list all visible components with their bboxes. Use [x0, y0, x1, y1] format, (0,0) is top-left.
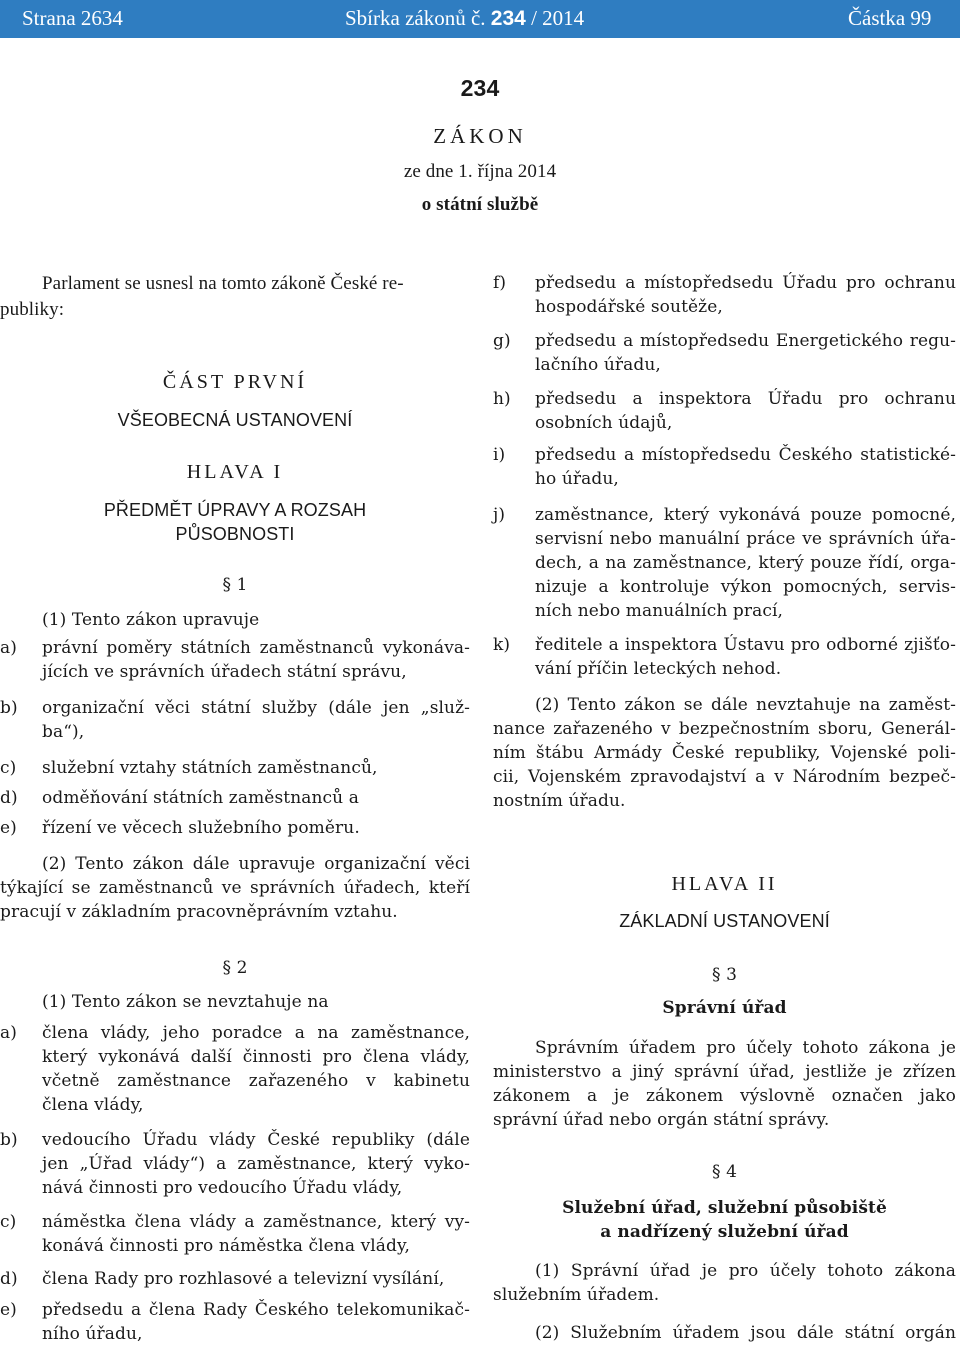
list-marker: g)	[493, 331, 511, 351]
part-title: VŠEOBECNÁ USTANOVENÍ	[117, 410, 353, 430]
paragraph-line: nance zařazeného v bezpečnostním sboru, Generál-	[493, 719, 956, 739]
list-item-cont: ho úřadu,	[535, 469, 619, 489]
list-marker: c)	[0, 1212, 17, 1232]
list-item-cont: osobních údajů,	[535, 413, 673, 433]
intro-line2: publiky:	[0, 299, 65, 320]
list-item-cont: včetně zaměstnance zařazeného v kabinetu	[42, 1071, 470, 1091]
paragraph-line: ministerstvo a jiný správní úřad, jestliže je zřízen	[493, 1062, 956, 1082]
paragraph-line: nostním úřadu.	[493, 791, 626, 811]
section-3-heading: § 3	[711, 965, 738, 985]
chapter-2-heading: HLAVA II	[671, 873, 778, 895]
paragraph-line: Správním úřadem pro účely tohoto zákona je	[535, 1038, 956, 1058]
section-4-para-2: (2) Služebním úřadem jsou dále státní orgán	[535, 1323, 956, 1343]
list-marker: d)	[0, 1269, 18, 1289]
law-number: 234	[490, 7, 526, 30]
paragraph-line: ním štábu Armády České republiky, Vojenské poli-	[493, 743, 956, 763]
list-item: odměňování státních zaměstnanců a	[42, 788, 359, 808]
list-item: předsedu a místopředsedu Energetického regu-	[535, 331, 956, 351]
section-2-heading: § 2	[222, 958, 248, 978]
list-item-cont: jen „Úřad vlády“) a zaměstnance, který vyko-	[42, 1154, 470, 1174]
list-item: řízení ve věcech služebního poměru.	[42, 818, 360, 838]
list-item-cont: lačního úřadu,	[535, 355, 661, 375]
section-1-heading: § 1	[222, 575, 248, 595]
chapter-title-line2: PŮSOBNOSTI	[175, 524, 295, 544]
list-item-cont: konává činnosti pro náměstka člena vlády,	[42, 1236, 410, 1256]
list-item-cont: dech, a na zaměstnance, který pouze řídí, orga-	[535, 553, 956, 573]
paragraph-line: (1) Správní úřad je pro účely tohoto zákona	[535, 1261, 956, 1281]
list-item-cont: jících ve správních úřadech státní správu,	[42, 662, 407, 682]
section-1-para-2-line2: týkající se zaměstnanců ve správních úřadech, kteří	[0, 878, 470, 898]
page-number: Strana 2634	[22, 6, 123, 30]
section-1-para-2-line3: pracují v základním pracovněprávním vztahu.	[0, 902, 398, 922]
list-item-cont: ního úřadu,	[42, 1324, 143, 1344]
list-item-cont: hospodářské soutěže,	[535, 297, 723, 317]
list-marker: e)	[0, 1300, 17, 1320]
list-item-cont: servisní nebo manuální práce ve správních úřa-	[535, 529, 956, 549]
list-item: organizační věci státní služby (dále jen „služ-	[42, 698, 470, 718]
section-1-para-1: (1) Tento zákon upravuje	[42, 610, 260, 630]
law-name: o státní službě	[421, 194, 539, 215]
list-marker: b)	[0, 1130, 18, 1150]
section-4-title-line2: a nadřízený služební úřad	[600, 1222, 849, 1242]
list-item: předsedu a místopředsedu Českého statistické-	[535, 445, 956, 465]
list-item: vedoucího Úřadu vlády České republiky (dále	[42, 1130, 470, 1150]
list-item-cont: nizuje a kontroluje výkon pomocných, servis-	[535, 577, 956, 597]
list-item-cont: ních nebo manuálních prací,	[535, 601, 783, 621]
section-1-para-2-line1: (2) Tento zákon dále upravuje organizační věci	[42, 854, 470, 874]
page-header	[0, 0, 960, 38]
list-marker: i)	[493, 445, 506, 465]
list-marker: e)	[0, 818, 17, 838]
list-item: předsedu a člena Rady Českého telekomunikač-	[42, 1300, 470, 1320]
list-item-cont: nává činnosti pro vedoucího Úřadu vlády,	[42, 1178, 403, 1198]
chapter-heading: HLAVA I	[186, 461, 284, 483]
list-marker: h)	[493, 389, 511, 409]
list-item: náměstka člena vlády a zaměstnance, který vy-	[42, 1212, 470, 1232]
list-marker: b)	[0, 698, 18, 718]
list-item: právní poměry státních zaměstnanců vykonáva-	[42, 638, 470, 658]
paragraph-line: služebním úřadem.	[493, 1285, 660, 1305]
list-marker: k)	[493, 635, 511, 655]
list-marker: j)	[493, 505, 506, 525]
law-number-title: 234	[460, 75, 500, 101]
paragraph-line: (2) Tento zákon se dále nevztahuje na zaměst-	[535, 695, 956, 715]
list-item-cont: vání příčin leteckých nehod.	[535, 659, 782, 679]
list-item: ředitele a inspektora Ústavu pro odborné zjišťo-	[535, 635, 956, 655]
section-2-para-1: (1) Tento zákon se nevztahuje na	[42, 992, 329, 1012]
section-3-title: Správní úřad	[662, 998, 787, 1018]
list-marker: a)	[0, 1023, 17, 1043]
chapter-title-line1: PŘEDMĚT ÚPRAVY A ROZSAH	[103, 500, 367, 520]
list-item-cont: ba“),	[42, 722, 85, 742]
part-heading: ČÁST PRVNÍ	[162, 371, 308, 393]
paragraph-line: správní úřad nebo orgán státní správy.	[493, 1110, 830, 1130]
list-item: předsedu a inspektora Úřadu pro ochranu	[535, 389, 956, 409]
list-item-cont: člena vlády,	[42, 1095, 144, 1115]
paragraph-line: cii, Vojenském zpravodajství a v Národním bezpeč-	[493, 767, 956, 787]
list-item: člena Rady pro rozhlasové a televizní vysílání,	[42, 1269, 445, 1289]
list-item: předsedu a místopředsedu Úřadu pro ochranu	[535, 273, 956, 293]
list-item-cont: který vykonává další činnosti pro člena vlády,	[42, 1047, 470, 1067]
section-4-heading: § 4	[711, 1162, 738, 1182]
list-marker: d)	[0, 788, 18, 808]
law-type: ZÁKON	[433, 124, 527, 148]
list-marker: a)	[0, 638, 17, 658]
chapter-2-title: ZÁKLADNÍ USTANOVENÍ	[619, 911, 830, 931]
list-marker: c)	[0, 758, 17, 778]
part-number: Částka 99	[848, 6, 932, 30]
list-marker: f)	[493, 273, 507, 293]
section-4-title-line1: Služební úřad, služební působiště	[562, 1198, 887, 1218]
list-item: člena vlády, jeho poradce a na zaměstnance,	[42, 1023, 470, 1043]
list-item: služební vztahy státních zaměstnanců,	[42, 758, 378, 778]
list-item: zaměstnance, který vykonává pouze pomocné,	[535, 505, 956, 525]
intro-line1: Parlament se usnesl na tomto zákoně České re-	[42, 273, 404, 294]
law-date: ze dne 1. října 2014	[403, 161, 557, 182]
collection-label: Sbírka zákonů č. 234 / 2014	[345, 6, 585, 30]
paragraph-line: zákonem a je zákonem výslovně označen jako	[493, 1086, 956, 1106]
